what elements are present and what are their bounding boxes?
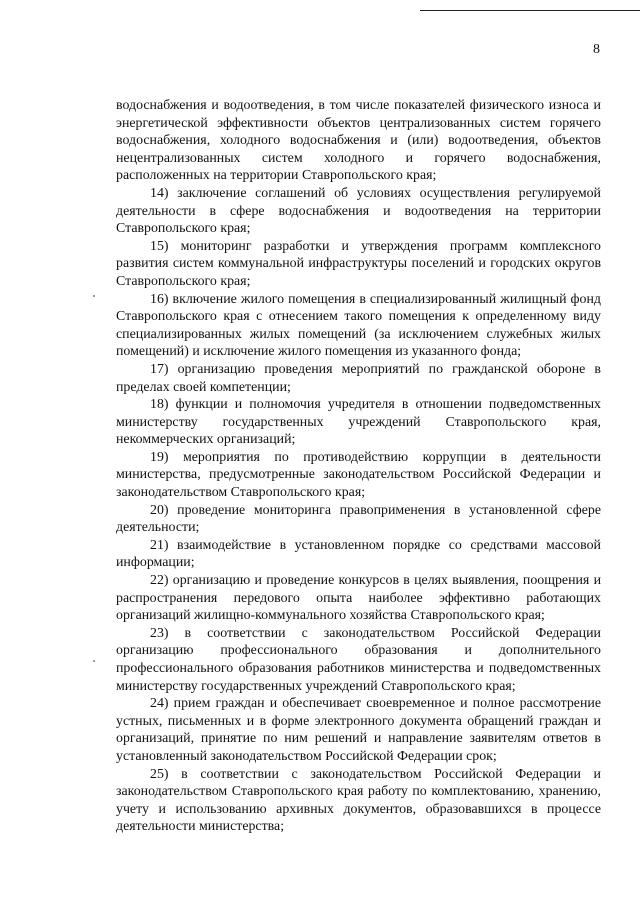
paragraph-item-14: 14) заключение соглашений об условиях осуществления регулируемой деятельности в сфере водоснабжения и водоотведения на территории Ставропольского края; xyxy=(116,185,601,237)
document-body xyxy=(116,97,601,836)
paragraph-item-22: 22) организацию и проведение конкурсов в целях выявления, поощрения и распространения передового опыта наиболее эффективно работающих организаций жилищно-коммунального хозяйства Ставропольского края; xyxy=(116,573,601,624)
top-rule xyxy=(420,10,640,11)
paragraph-item-21: 21) взаимодействие в установленном порядке со средствами массовой информации; xyxy=(116,537,601,571)
paragraph-item-15: 15) мониторинг разработки и утверждения программ комплексного развития систем коммунальной инфраструктуры поселений и городских округов Ставропольского края; xyxy=(116,238,601,289)
paragraph-item-19: 19) мероприятия по противодействию коррупции в деятельности министерства, предусмотренные законодательством Российской Федерации и законодательством Ставропольского края; xyxy=(116,449,601,501)
paragraph-item-16: 16) включение жилого помещения в специализированный жилищный фонд Ставропольского края с отнесением такого помещения к определенному виду специализированных жилых помещений (за исключением служебных жилых помещений) и исключение жилого помещения из указанного фонда; xyxy=(116,291,601,360)
scan-speck xyxy=(93,660,95,662)
paragraph-item-23: 23) в соответствии с законодательством Российской Федерации организацию профессионального образования и дополнительного профессионального образования работников министерства и подведомственных министерству государственных учреждений Ставропольского края; xyxy=(116,625,601,694)
paragraph-item-20: 20) проведение мониторинга правоприменения в установленной сфере деятельности; xyxy=(116,502,601,536)
paragraph-item-17: 17) организацию проведения мероприятий по гражданской обороне в пределах своей компетенции; xyxy=(116,361,601,395)
scan-speck xyxy=(93,295,95,297)
page-number: 8 xyxy=(593,42,600,57)
paragraph-continuation: водоснабжения и водоотведения, в том числе показателей физического износа и энергетической эффективности объектов централизованных систем горячего водоснабжения, холодного водоснабжения и (или) водоотведения, объектов нецентрализованных систем холодного и горячего водоснабжения, расположенных на территории Ставропольского края; xyxy=(116,98,601,184)
paragraph-item-24: 24) прием граждан и обеспечивает своевременное и полное рассмотрение устных, письменных и в форме электронного документа обращений граждан и организаций, принятие по ним решений и направление заявителям ответов в установленный законодательством Российской Федерации срок; xyxy=(116,696,601,764)
paragraph-item-25: 25) в соответствии с законодательством Российской Федерации и законодательством Ставропольского края работу по комплектованию, хранению, учету и использованию архивных документов, образовавшихся в процессе деятельности министерства; xyxy=(116,766,601,835)
paragraph-item-18: 18) функции и полномочия учредителя в отношении подведомственных министерству государственных учреждений Ставропольского края, некоммерческих организаций; xyxy=(116,397,601,448)
